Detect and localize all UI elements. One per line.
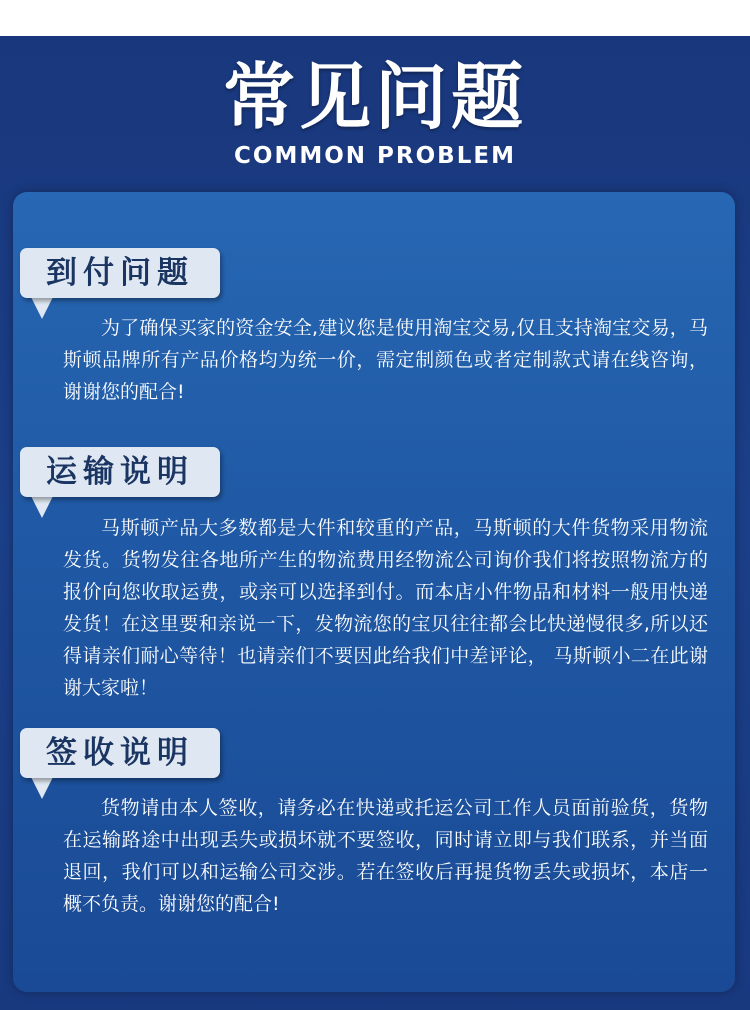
section-badge-shipping — [20, 447, 220, 497]
speech-tail — [30, 295, 54, 319]
section-body-payment: 为了确保买家的资金安全,建议您是使用淘宝交易,仅且支持淘宝交易，马斯顿品牌所有产品价格均为统一价，需定制颜色或者定制款式请在线咨询，谢谢您的配合! — [63, 317, 708, 403]
section-heading: 到付问题 — [46, 255, 194, 291]
section-body-receipt: 货物请由本人签收，请务必在快递或托运公司工作人员面前验货，货物在运输路途中出现丢失或损坏就不要签收，同时请立即与我们联系，并当面退回，我们可以和运输公司交涉。若在签收后再提货物丢失或损坏，本店一概不负责。谢谢您的配合! — [63, 797, 708, 915]
section-heading: 签收说明 — [46, 735, 194, 771]
page-title: 常见问题 — [222, 55, 527, 139]
section-heading: 运输说明 — [46, 454, 194, 490]
section-badge-payment — [20, 248, 220, 298]
page-header — [0, 54, 750, 170]
section-badge-receipt — [20, 728, 220, 778]
speech-tail — [30, 494, 54, 518]
page-subtitle: COMMON PROBLEM — [234, 143, 516, 169]
section-body-shipping: 马斯顿产品大多数都是大件和较重的产品，马斯顿的大件货物采用物流发货。货物发往各地所产生的物流费用经物流公司询价我们将按照物流方的报价向您收取运费，或亲可以选择到付。而本店小件物品和材料一般用快递发货！在这里要和亲说一下，发物流您的宝贝往往都会比快递慢很多,所以还得请亲们耐心等待！也请亲们不要因此给我们中差评论， 马斯顿小二在此谢谢大家啦！ — [63, 517, 708, 699]
top-white-strip — [0, 0, 750, 36]
speech-tail — [30, 775, 54, 799]
